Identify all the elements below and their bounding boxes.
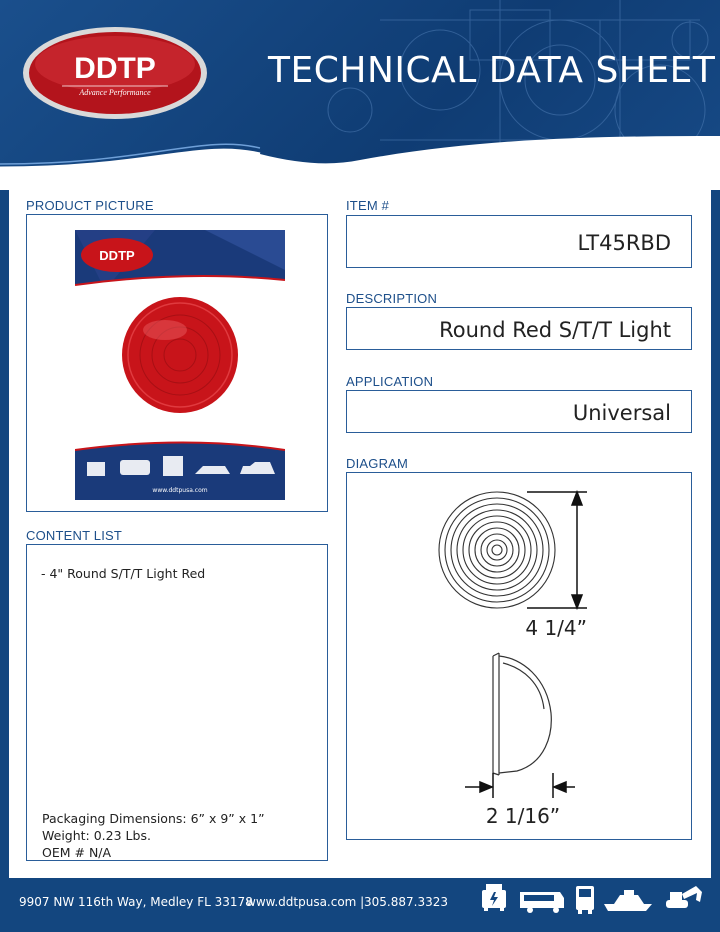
red-light-lens bbox=[122, 297, 238, 413]
height-dimension-arrow bbox=[527, 492, 587, 608]
packaging-dimensions: Packaging Dimensions: 6” x 9” x 1” bbox=[42, 811, 265, 826]
application-value: Universal bbox=[572, 401, 671, 425]
description-value: Round Red S/T/T Light bbox=[439, 318, 671, 342]
light-dimension-diagram bbox=[347, 473, 691, 839]
weight: Weight: 0.23 Lbs. bbox=[42, 828, 151, 843]
page-title: TECHNICAL DATA SHEET bbox=[268, 50, 716, 91]
item-label: ITEM # bbox=[346, 198, 390, 213]
package-website: www.ddtpusa.com bbox=[152, 487, 208, 494]
description-box bbox=[346, 307, 692, 350]
product-picture-box bbox=[26, 214, 328, 512]
height-dimension-label: 4 1/4” bbox=[525, 616, 587, 640]
logo-text: DDTP bbox=[74, 52, 156, 85]
package-logo-text: DDTP bbox=[99, 248, 135, 263]
depth-dimension-label: 2 1/16” bbox=[485, 804, 561, 828]
item-box bbox=[346, 215, 692, 268]
logo-tagline: Advance Performance bbox=[79, 88, 151, 97]
footer-icons bbox=[480, 880, 710, 924]
application-label: APPLICATION bbox=[346, 374, 434, 389]
excavator-icon bbox=[666, 886, 702, 908]
footer-phone: 305.887.3323 bbox=[364, 895, 448, 909]
generator-icon bbox=[482, 884, 506, 911]
yacht-icon bbox=[604, 890, 652, 911]
footer-website[interactable]: www.ddtpusa.com | bbox=[246, 895, 365, 909]
ddtp-logo bbox=[22, 26, 208, 120]
header-wave bbox=[0, 130, 720, 190]
item-number: LT45RBD bbox=[577, 231, 671, 255]
front-view-drawing bbox=[439, 492, 555, 608]
product-package-image bbox=[75, 230, 285, 500]
content-item: - 4" Round S/T/T Light Red bbox=[41, 566, 206, 581]
truck-icon bbox=[576, 886, 594, 914]
diagram-box bbox=[346, 472, 692, 840]
content-list-label: CONTENT LIST bbox=[26, 528, 123, 543]
application-box bbox=[346, 390, 692, 433]
product-picture-label: PRODUCT PICTURE bbox=[26, 198, 154, 213]
content-list-box bbox=[26, 544, 328, 861]
depth-dimension-arrow bbox=[465, 773, 575, 798]
oem-number: OEM # N/A bbox=[42, 845, 112, 860]
side-view-drawing bbox=[493, 653, 551, 775]
bus-icon bbox=[520, 892, 564, 913]
description-label: DESCRIPTION bbox=[346, 291, 438, 306]
diagram-label: DIAGRAM bbox=[346, 456, 409, 471]
footer-address: 9907 NW 116th Way, Medley FL 33178 bbox=[19, 895, 253, 909]
